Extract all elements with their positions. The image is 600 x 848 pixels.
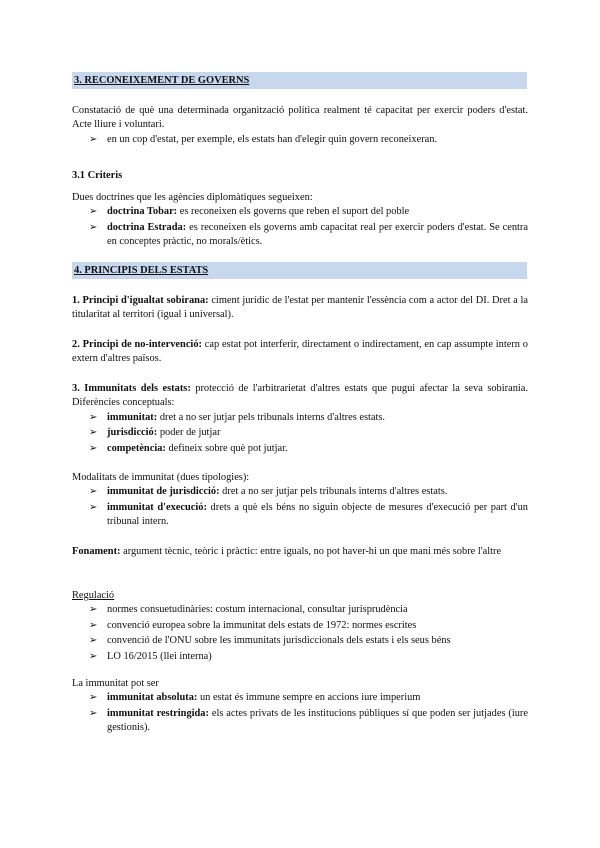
list-item: ➢ immunitat de jurisdicció: dret a no ser jutjar pels tribunals interns d'altres estats. — [72, 485, 528, 499]
arrow-bullet-icon: ➢ — [89, 206, 98, 218]
doctrines-list — [72, 205, 528, 249]
list-item: ➢ convenció de l'ONU sobre les immunitats jurisdiccionals dels estats i els seus béns — [72, 634, 528, 648]
list-item: ➢ convenció europea sobre la immunitat dels estats de 1972: normes escrites — [72, 619, 528, 633]
principle-3: 3. Immunitats dels estats: protecció de l'arbitrarietat d'altres estats que pugui afectar la seva sobirania. Diferències conceptuals: — [72, 383, 528, 409]
principle-2-block — [72, 338, 528, 367]
arrow-bullet-icon: ➢ — [89, 692, 98, 704]
regulacio-block — [72, 589, 528, 665]
list-item: ➢ doctrina Tobar: es reconeixen els governs que reben el suport del poble — [72, 205, 528, 219]
arrow-bullet-icon: ➢ — [89, 604, 98, 616]
arrow-bullet-icon: ➢ — [89, 486, 98, 498]
modalitats-block — [72, 471, 528, 531]
arrow-bullet-icon: ➢ — [89, 650, 98, 662]
regulacio-title: Regulació — [72, 590, 115, 601]
regulacio-list — [72, 603, 528, 664]
section-3-bullets — [72, 133, 528, 147]
pot-ser-intro: La immunitat pot ser — [72, 678, 159, 689]
list-item: ➢ jurisdicció: poder de jutjar — [72, 426, 528, 440]
modalitats-intro: Modalitats de immunitat (dues tipologies): — [72, 472, 250, 483]
pot-ser-list — [72, 691, 528, 735]
list-item: ➢ doctrina Estrada: es reconeixen els governs amb capacitat real per exercir poders d'estat. Se centra en conceptes pràctic, no morals/ètics. — [89, 221, 528, 248]
arrow-bullet-icon: ➢ — [89, 221, 98, 233]
principle-2: 2. Principi de no-intervenció: cap estat pot interferir, directament o indirectament, en cap assumpte intern o extern d'altres països. — [72, 339, 529, 365]
principle-1: 1. Principi d'igualtat sobirana: ciment jurídic de l'estat per mantenir l'essència com a actor del DI. Dret a la titularitat al territori (igual i universal). — [72, 295, 529, 321]
doctrines-intro: Dues doctrines que les agències diplomàtiques segueixen: — [72, 192, 313, 203]
section-3-intro: Constatació de què una determinada organització política realment té capacitat per exercir poders d'estat. Acte lliure i voluntari. — [72, 105, 528, 131]
principle-3-block — [72, 382, 528, 457]
pot-ser-block — [72, 677, 528, 737]
doctrines-block — [72, 191, 528, 251]
list-item: ➢ immunitat restringida: els actes privats de les institucions públiques sí que poden ser jutjades (iure gestionis). — [89, 707, 528, 734]
arrow-bullet-icon: ➢ — [89, 442, 98, 454]
arrow-bullet-icon: ➢ — [89, 133, 98, 145]
modalitats-list — [72, 485, 528, 529]
fonament: Fonament: argument tècnic, teòric i pràctic: entre iguals, no pot haver-hi un que mani més sobre l'altre — [72, 546, 502, 557]
section-3-intro-block — [72, 104, 528, 148]
list-item: ➢ immunitat: dret a no ser jutjar pels tribunals interns d'altres estats. — [72, 411, 528, 425]
list-item: ➢ immunitat d'execució: drets a què els béns no siguin objecte de mesures d'execució per part d'un tribunal intern. — [89, 501, 528, 528]
arrow-bullet-icon: ➢ — [89, 411, 98, 423]
section-3-heading: 3. RECONEIXEMENT DE GOVERNS — [72, 72, 527, 89]
list-item: ➢ normes consuetudinàries: costum internacional, consultar jurisprudència — [72, 603, 528, 617]
arrow-bullet-icon: ➢ — [89, 707, 98, 719]
list-item: ➢ en un cop d'estat, per exemple, els estats han d'elegir quin govern reconeixeran. — [72, 133, 528, 147]
list-item: ➢ LO 16/2015 (llei interna) — [72, 650, 528, 664]
principle-1-block — [72, 294, 528, 323]
arrow-bullet-icon: ➢ — [89, 619, 98, 631]
section-4-heading: 4. PRINCIPIS DELS ESTATS — [72, 262, 527, 279]
criteris-block — [72, 169, 528, 183]
criteris-heading: 3.1 Criteris — [72, 170, 123, 181]
arrow-bullet-icon: ➢ — [89, 501, 98, 513]
concepts-list — [72, 411, 528, 456]
arrow-bullet-icon: ➢ — [89, 427, 98, 439]
fonament-block — [72, 545, 528, 559]
list-item: ➢ immunitat absoluta: un estat és immune sempre en accions iure imperium — [72, 691, 528, 705]
arrow-bullet-icon: ➢ — [89, 635, 98, 647]
list-item: ➢ competència: defineix sobre què pot jutjar. — [72, 442, 528, 456]
